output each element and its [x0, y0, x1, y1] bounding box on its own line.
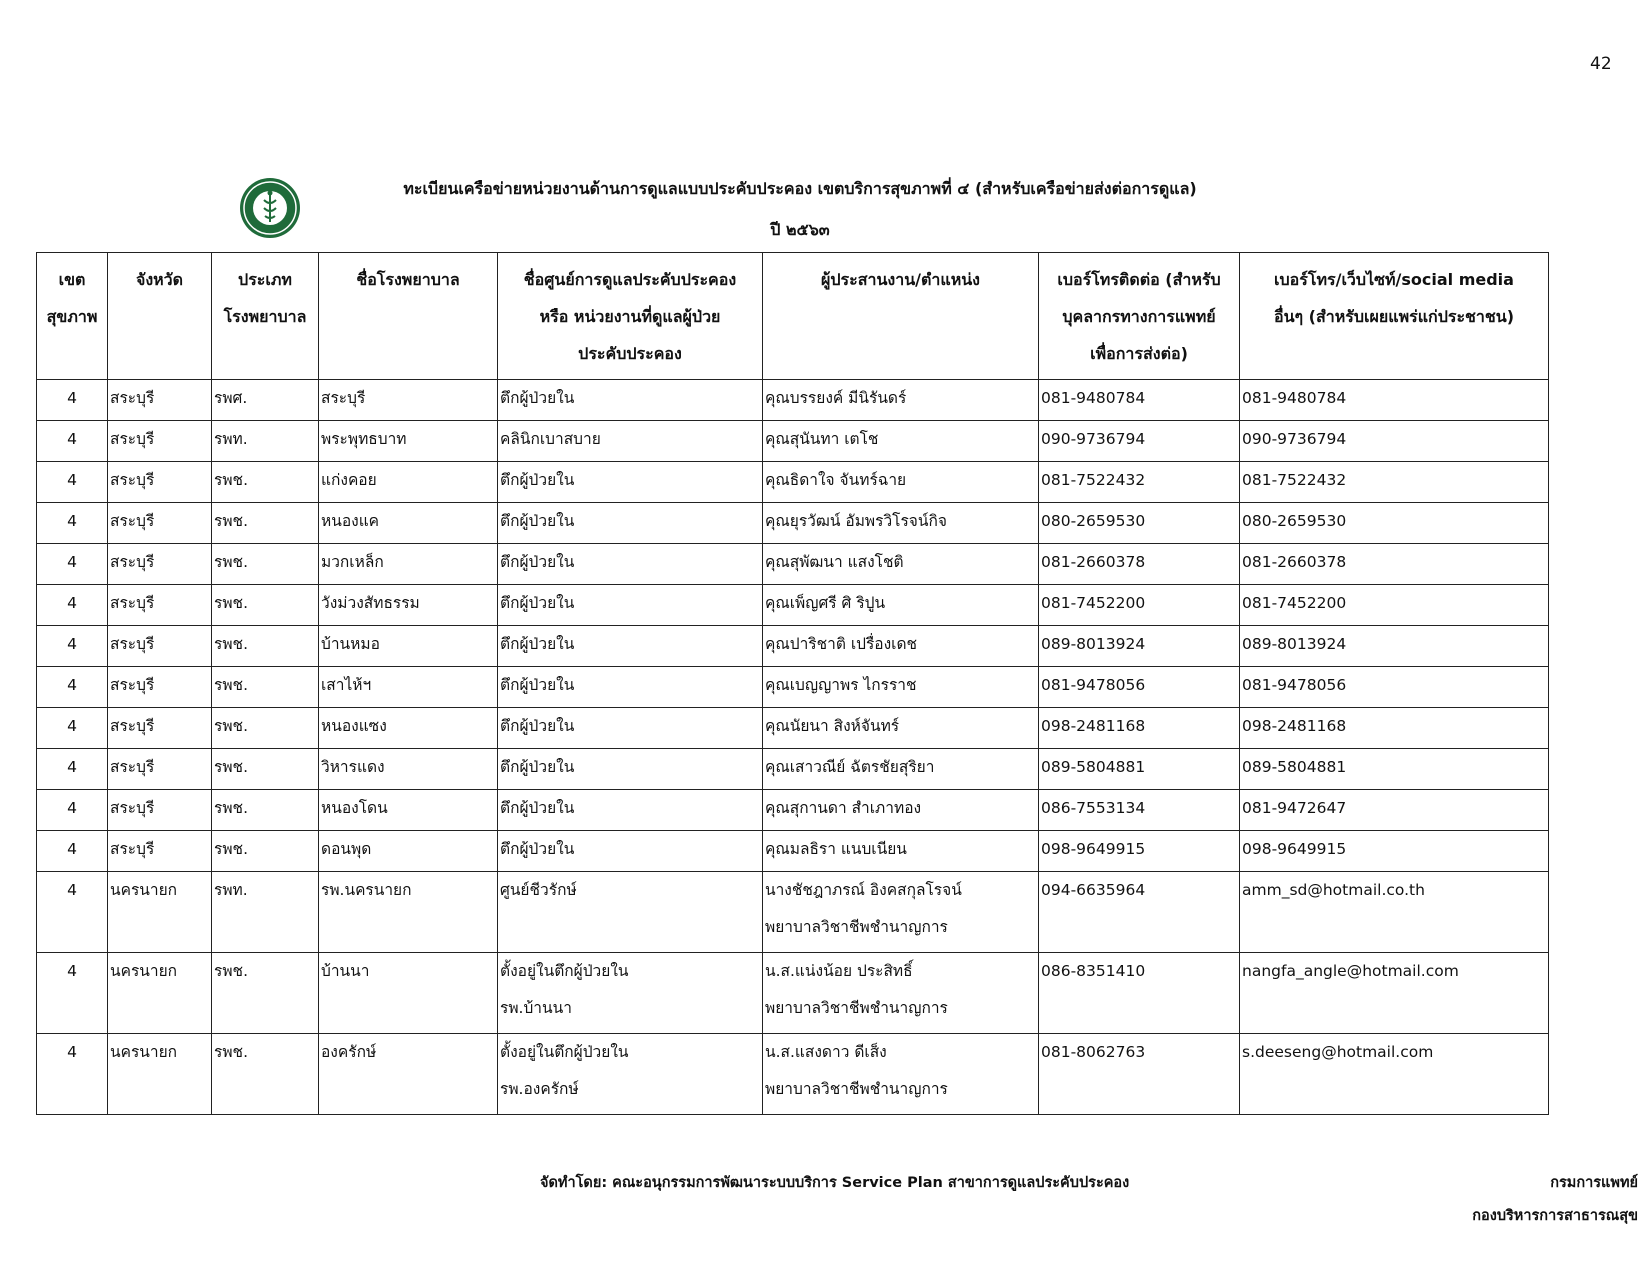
cell-center — [498, 790, 763, 831]
cell-province: สระบุรี — [108, 626, 212, 667]
document-year: ปี ๒๕๖๓ — [770, 220, 830, 239]
cell-type: รพศ. — [212, 380, 319, 421]
column-header-line: อื่นๆ (สำหรับเผยแพร่แก่ประชาชน) — [1273, 307, 1515, 326]
cell-province: สระบุรี — [108, 790, 212, 831]
table-row — [37, 667, 1549, 708]
column-header-line: ประคับประคอง — [578, 344, 682, 363]
cell-center-line: ตึกผู้ป่วยใน — [500, 758, 575, 776]
table-row — [37, 708, 1549, 749]
cell-type: รพช. — [212, 626, 319, 667]
cell-hospital: ดอนพุด — [319, 831, 498, 872]
column-header-line: จังหวัด — [135, 270, 184, 289]
cell-province: สระบุรี — [108, 544, 212, 585]
cell-type: รพช. — [212, 953, 319, 1034]
cell-coordinator-line: คุณเพ็ญศรี ศิ ริปูน — [765, 594, 886, 612]
table-row — [37, 421, 1549, 462]
table-row — [37, 462, 1549, 503]
cell-coordinator-line: พยาบาลวิชาชีพชำนาญการ — [765, 918, 948, 936]
cell-type: รพท. — [212, 421, 319, 462]
cell-center — [498, 872, 763, 953]
cell-hospital: องครักษ์ — [319, 1034, 498, 1115]
cell-region: 4 — [37, 1034, 108, 1115]
cell-region: 4 — [37, 872, 108, 953]
table-row — [37, 626, 1549, 667]
column-header — [1240, 253, 1549, 380]
table-row — [37, 585, 1549, 626]
table-row — [37, 503, 1549, 544]
cell-public: 081-7522432 — [1240, 462, 1549, 503]
cell-hospital: บ้านนา — [319, 953, 498, 1034]
cell-region: 4 — [37, 462, 108, 503]
cell-center-line: ตึกผู้ป่วยใน — [500, 676, 575, 694]
column-header — [37, 253, 108, 380]
table-row — [37, 831, 1549, 872]
cell-region: 4 — [37, 953, 108, 1034]
cell-phone: 081-9478056 — [1039, 667, 1240, 708]
cell-region: 4 — [37, 380, 108, 421]
cell-province: นครนายก — [108, 1034, 212, 1115]
cell-coordinator — [763, 380, 1039, 421]
cell-center-line: ตึกผู้ป่วยใน — [500, 840, 575, 858]
cell-center-line: รพ.บ้านนา — [500, 999, 572, 1017]
cell-coordinator-line: คุณสุพัฒนา แสงโชติ — [765, 553, 904, 571]
column-header-line: ประเภท — [238, 270, 292, 289]
cell-coordinator-line: คุณบรรยงค์ มีนิรันดร์ — [765, 389, 907, 407]
footer-prepared-by: จัดทำโดย: คณะอนุกรรมการพัฒนาระบบบริการ Service Plan สาขาการดูแลประคับประคอง — [540, 1175, 1130, 1191]
cell-province: นครนายก — [108, 872, 212, 953]
cell-public: 081-9478056 — [1240, 667, 1549, 708]
cell-coordinator-line: คุณมลธิรา แนบเนียน — [765, 840, 907, 858]
cell-province: สระบุรี — [108, 708, 212, 749]
column-header-line: ชื่อศูนย์การดูแลประคับประคอง — [523, 270, 737, 289]
cell-region: 4 — [37, 708, 108, 749]
cell-coordinator — [763, 708, 1039, 749]
cell-phone: 098-9649915 — [1039, 831, 1240, 872]
column-header — [763, 253, 1039, 380]
cell-coordinator — [763, 462, 1039, 503]
cell-phone: 081-2660378 — [1039, 544, 1240, 585]
cell-hospital: มวกเหล็ก — [319, 544, 498, 585]
cell-center-line: คลินิกเบาสบาย — [500, 430, 601, 448]
cell-province: สระบุรี — [108, 585, 212, 626]
cell-center-line: ตึกผู้ป่วยใน — [500, 717, 575, 735]
cell-province: สระบุรี — [108, 421, 212, 462]
cell-coordinator-line: นางชัชฎาภรณ์ อิงคสกุลโรจน์ — [765, 881, 962, 899]
cell-center-line: ตึกผู้ป่วยใน — [500, 389, 575, 407]
cell-hospital: บ้านหมอ — [319, 626, 498, 667]
cell-coordinator — [763, 626, 1039, 667]
cell-type: รพช. — [212, 462, 319, 503]
cell-center — [498, 1034, 763, 1115]
table-row — [37, 544, 1549, 585]
cell-center — [498, 380, 763, 421]
document-title: ทะเบียนเครือข่ายหน่วยงานด้านการดูแลแบบประคับประคอง เขตบริการสุขภาพที่ ๔ (สำหรับเครือข่ายส่งต่อการดูแล) — [403, 179, 1197, 198]
cell-coordinator — [763, 585, 1039, 626]
cell-coordinator — [763, 421, 1039, 462]
column-header-line: ชื่อโรงพยาบาล — [356, 270, 460, 289]
cell-center-line: ตึกผู้ป่วยใน — [500, 594, 575, 612]
column-header-line: เบอร์โทร/เว็บไซท์/social media — [1274, 270, 1514, 289]
cell-type: รพช. — [212, 503, 319, 544]
cell-phone: 094-6635964 — [1039, 872, 1240, 953]
cell-region: 4 — [37, 749, 108, 790]
cell-type: รพช. — [212, 544, 319, 585]
cell-phone: 086-8351410 — [1039, 953, 1240, 1034]
column-header-line: ผู้ประสานงาน/ตำแหน่ง — [821, 270, 980, 289]
cell-public: amm_sd@hotmail.co.th — [1240, 872, 1549, 953]
cell-center-line: ตั้งอยู่ในตึกผู้ป่วยใน — [500, 962, 629, 980]
cell-phone: 081-8062763 — [1039, 1034, 1240, 1115]
cell-coordinator — [763, 872, 1039, 953]
cell-province: สระบุรี — [108, 831, 212, 872]
cell-public: 098-9649915 — [1240, 831, 1549, 872]
cell-type: รพช. — [212, 749, 319, 790]
cell-public: 080-2659530 — [1240, 503, 1549, 544]
column-header — [319, 253, 498, 380]
cell-public: 090-9736794 — [1240, 421, 1549, 462]
cell-hospital: สระบุรี — [319, 380, 498, 421]
cell-center — [498, 503, 763, 544]
cell-coordinator-line: น.ส.แสงดาว ดีเส็ง — [765, 1043, 887, 1061]
cell-coordinator — [763, 953, 1039, 1034]
table-row — [37, 872, 1549, 953]
column-header — [108, 253, 212, 380]
page-number: 42 — [1590, 54, 1612, 74]
cell-center — [498, 708, 763, 749]
column-header-line: โรงพยาบาล — [223, 307, 307, 326]
cell-region: 4 — [37, 544, 108, 585]
cell-hospital: วังม่วงสัทธรรม — [319, 585, 498, 626]
cell-province: นครนายก — [108, 953, 212, 1034]
cell-coordinator-line: พยาบาลวิชาชีพชำนาญการ — [765, 1080, 948, 1098]
cell-phone: 086-7553134 — [1039, 790, 1240, 831]
cell-province: สระบุรี — [108, 462, 212, 503]
cell-hospital: แก่งคอย — [319, 462, 498, 503]
cell-center-line: ตั้งอยู่ในตึกผู้ป่วยใน — [500, 1043, 629, 1061]
cell-hospital: วิหารแดง — [319, 749, 498, 790]
cell-public: 098-2481168 — [1240, 708, 1549, 749]
cell-center-line: ศูนย์ชีวรักษ์ — [500, 881, 577, 899]
cell-center — [498, 585, 763, 626]
cell-region: 4 — [37, 667, 108, 708]
cell-hospital: หนองโดน — [319, 790, 498, 831]
cell-coordinator — [763, 667, 1039, 708]
cell-coordinator-line: คุณธิดาใจ จันทร์ฉาย — [765, 471, 907, 489]
cell-region: 4 — [37, 585, 108, 626]
footer-department: กรมการแพทย์ — [1550, 1175, 1638, 1191]
cell-center — [498, 831, 763, 872]
table-row — [37, 790, 1549, 831]
cell-coordinator — [763, 1034, 1039, 1115]
cell-hospital: เสาไห้ฯ — [319, 667, 498, 708]
cell-region: 4 — [37, 831, 108, 872]
cell-region: 4 — [37, 503, 108, 544]
cell-type: รพช. — [212, 831, 319, 872]
cell-type: รพช. — [212, 790, 319, 831]
cell-center — [498, 544, 763, 585]
cell-public: nangfa_angle@hotmail.com — [1240, 953, 1549, 1034]
cell-public: 081-2660378 — [1240, 544, 1549, 585]
registry-table — [36, 252, 1549, 1115]
column-header-line: เบอร์โทรติดต่อ (สำหรับ — [1057, 270, 1221, 289]
column-header-line: เพื่อการส่งต่อ) — [1090, 344, 1188, 363]
cell-phone: 089-8013924 — [1039, 626, 1240, 667]
cell-public: 081-9480784 — [1240, 380, 1549, 421]
cell-coordinator — [763, 503, 1039, 544]
cell-coordinator-line: คุณนัยนา สิงห์จันทร์ — [765, 717, 900, 735]
cell-center — [498, 462, 763, 503]
cell-hospital: รพ.นครนายก — [319, 872, 498, 953]
cell-type: รพช. — [212, 585, 319, 626]
column-header — [498, 253, 763, 380]
table-row — [37, 380, 1549, 421]
table-body — [37, 380, 1549, 1115]
cell-type: รพช. — [212, 1034, 319, 1115]
cell-province: สระบุรี — [108, 380, 212, 421]
cell-coordinator-line: คุณสุกานดา สำเภาทอง — [765, 799, 922, 817]
cell-coordinator-line: คุณสุนันทา เตโช — [765, 430, 879, 448]
cell-region: 4 — [37, 421, 108, 462]
cell-province: สระบุรี — [108, 667, 212, 708]
table-row — [37, 1034, 1549, 1115]
column-header-line: สุขภาพ — [46, 307, 98, 326]
cell-province: สระบุรี — [108, 503, 212, 544]
cell-hospital: พระพุทธบาท — [319, 421, 498, 462]
cell-public: 089-8013924 — [1240, 626, 1549, 667]
column-header-line: เขต — [58, 270, 86, 289]
cell-center — [498, 626, 763, 667]
cell-center — [498, 667, 763, 708]
cell-type: รพท. — [212, 872, 319, 953]
cell-phone: 081-9480784 — [1039, 380, 1240, 421]
cell-coordinator-line: คุณยุรวัฒน์ อัมพรวิโรจน์กิจ — [765, 512, 947, 530]
ministry-seal-logo — [238, 176, 302, 240]
cell-province: สระบุรี — [108, 749, 212, 790]
cell-hospital: หนองแซง — [319, 708, 498, 749]
cell-center-line: รพ.องครักษ์ — [500, 1080, 579, 1098]
cell-coordinator — [763, 790, 1039, 831]
cell-center-line: ตึกผู้ป่วยใน — [500, 799, 575, 817]
cell-type: รพช. — [212, 667, 319, 708]
cell-public: 081-9472647 — [1240, 790, 1549, 831]
cell-center — [498, 749, 763, 790]
cell-phone: 081-7522432 — [1039, 462, 1240, 503]
cell-public: 089-5804881 — [1240, 749, 1549, 790]
cell-phone: 080-2659530 — [1039, 503, 1240, 544]
cell-coordinator-line: คุณเสาวณีย์ ฉัตรชัยสุริยา — [765, 758, 935, 776]
cell-phone: 089-5804881 — [1039, 749, 1240, 790]
cell-coordinator — [763, 749, 1039, 790]
table-row — [37, 953, 1549, 1034]
cell-center-line: ตึกผู้ป่วยใน — [500, 471, 575, 489]
cell-center — [498, 953, 763, 1034]
cell-coordinator-line: คุณปาริชาติ เปรื่องเดช — [765, 635, 918, 653]
cell-public: s.deeseng@hotmail.com — [1240, 1034, 1549, 1115]
cell-phone: 090-9736794 — [1039, 421, 1240, 462]
cell-phone: 081-7452200 — [1039, 585, 1240, 626]
column-header — [1039, 253, 1240, 380]
column-header-line: บุคลากรทางการแพทย์ — [1062, 307, 1216, 326]
footer-division: กองบริหารการสาธารณสุข — [1472, 1208, 1638, 1224]
cell-coordinator — [763, 831, 1039, 872]
cell-coordinator-line: พยาบาลวิชาชีพชำนาญการ — [765, 999, 948, 1017]
table-row — [37, 749, 1549, 790]
column-header — [212, 253, 319, 380]
cell-center-line: ตึกผู้ป่วยใน — [500, 512, 575, 530]
cell-phone: 098-2481168 — [1039, 708, 1240, 749]
cell-center-line: ตึกผู้ป่วยใน — [500, 635, 575, 653]
cell-type: รพช. — [212, 708, 319, 749]
cell-coordinator-line: คุณเบญญาพร ไกรราช — [765, 676, 917, 694]
cell-center-line: ตึกผู้ป่วยใน — [500, 553, 575, 571]
cell-hospital: หนองแค — [319, 503, 498, 544]
cell-center — [498, 421, 763, 462]
cell-coordinator — [763, 544, 1039, 585]
cell-region: 4 — [37, 790, 108, 831]
column-header-line: หรือ หน่วยงานที่ดูแลผู้ป่วย — [539, 307, 721, 326]
cell-public: 081-7452200 — [1240, 585, 1549, 626]
table-header-row — [37, 253, 1549, 380]
cell-region: 4 — [37, 626, 108, 667]
cell-coordinator-line: น.ส.แน่งน้อย ประสิทธิ์ — [765, 962, 913, 980]
